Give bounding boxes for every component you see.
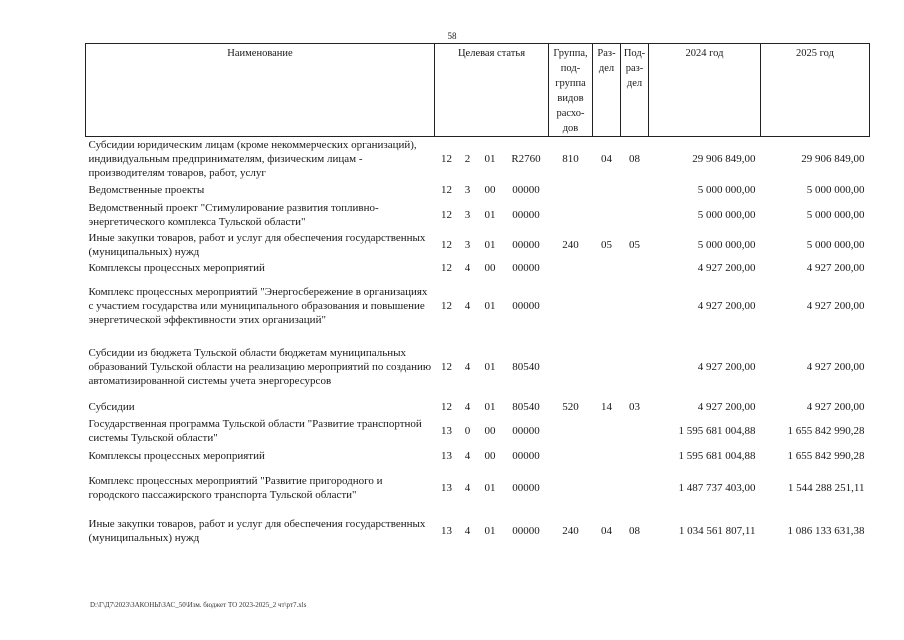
subsection [621,446,649,466]
expense-group [549,336,593,398]
target-event: 01 [484,239,496,251]
section: 04 [601,525,612,537]
table-row [86,336,870,398]
expense-group [549,260,593,276]
target-subprogram: 0 [464,425,471,437]
target-subprogram: 4 [464,300,471,312]
row-name: Комплекс процессных мероприятий "Развитие пригородного и городского пассажирского транспорта Тульской области" [88,474,383,501]
amount-2025: 5 000 000,00 [806,239,865,251]
target-subprogram: 4 [464,361,471,373]
table-row [86,276,870,336]
subsection: 08 [629,153,640,165]
section: 14 [601,401,612,413]
table-row [86,509,870,553]
amount-2024: 4 927 200,00 [697,361,756,373]
target-subprogram: 2 [464,153,471,165]
amount-2024: 5 000 000,00 [697,239,756,251]
target-event: 01 [484,361,496,373]
target-subprogram: 3 [464,184,471,196]
target-direction: R2760 [511,153,541,165]
amount-2025: 29 906 849,00 [801,153,865,165]
amount-2024: 1 595 681 004,88 [678,425,756,437]
expense-group [549,199,593,230]
subsection: 03 [629,401,640,413]
target-program: 12 [441,239,452,251]
amount-2024: 1 034 561 807,11 [678,525,756,537]
amount-2025: 1 544 288 251,11 [787,481,865,494]
header-target-article: Целевая статья [435,44,549,137]
target-event: 01 [484,153,496,165]
expense-group [549,466,593,509]
table-row [86,137,870,182]
target-subprogram: 4 [464,481,471,494]
subsection: 05 [629,239,640,251]
section [593,260,621,276]
amount-2024: 29 906 849,00 [692,153,756,165]
table-row [86,199,870,230]
target-event: 00 [484,450,496,462]
row-name: Государственная программа Тульской области "Развитие транспортной системы Тульской области" [88,418,422,444]
subsection [621,416,649,446]
expense-group [549,416,593,446]
section [593,416,621,446]
section [593,181,621,199]
target-program: 12 [441,300,452,312]
amount-2024: 4 927 200,00 [697,262,756,274]
row-name: Комплексы процессных мероприятий [88,450,265,462]
header-expense-group: Группа, под-группа видов расхо-дов [549,44,593,137]
table-row [86,446,870,466]
target-program: 12 [441,208,452,221]
target-subprogram: 4 [464,401,471,413]
target-direction: 00000 [512,184,540,196]
header-2024: 2024 год [649,44,761,137]
table-row [86,398,870,416]
target-program: 12 [441,401,452,413]
expense-group: 520 [562,401,579,413]
row-name: Субсидии [88,401,135,413]
amount-2025: 5 000 000,00 [806,184,865,196]
target-subprogram: 4 [464,525,471,537]
target-subprogram: 4 [464,450,471,462]
header-name: Наименование [86,44,435,137]
expense-group: 810 [562,153,579,165]
amount-2024: 1 595 681 004,88 [678,450,756,462]
target-program: 12 [441,361,452,373]
subsection [621,199,649,230]
target-program: 12 [441,184,452,196]
target-subprogram: 4 [464,262,471,274]
table-header-row [86,44,870,137]
target-direction: 80540 [512,401,540,413]
target-program: 12 [441,153,452,165]
amount-2024: 5 000 000,00 [697,208,756,221]
table-row [86,466,870,509]
row-name: Комплекс процессных мероприятий "Энергосбережение в организациях с участием государства или муниципального образования и повышение энергетической эффективности этих организаций" [88,286,428,326]
expense-group [549,446,593,466]
target-program: 13 [441,525,452,537]
row-name: Ведомственные проекты [88,184,205,196]
section [593,199,621,230]
amount-2025: 4 927 200,00 [806,361,865,373]
amount-2024: 4 927 200,00 [697,300,756,312]
section: 04 [601,153,612,165]
target-event: 01 [484,300,496,312]
section [593,276,621,336]
row-name: Субсидии из бюджета Тульской области бюджетам муниципальных образований Тульской области на реализацию мероприятий по созданию автоматизированной системы учета энергоресурсов [88,347,432,387]
row-name: Комплексы процессных мероприятий [88,262,265,274]
header-subsection: Под-раз-дел [621,44,649,137]
amount-2025: 1 655 842 990,28 [787,450,865,462]
subsection [621,181,649,199]
amount-2024: 4 927 200,00 [697,401,756,413]
amount-2025: 1 655 842 990,28 [787,425,865,437]
target-event: 00 [484,425,496,437]
section: 05 [601,239,612,251]
amount-2025: 4 927 200,00 [806,300,865,312]
row-name: Субсидии юридическим лицам (кроме некоммерческих организаций), индивидуальным предпринимателям, физическим лицам - производителям товаров, работ, услуг [88,139,417,179]
amount-2025: 5 000 000,00 [806,208,865,221]
target-direction: 00000 [512,425,540,437]
row-name: Иные закупки товаров, работ и услуг для обеспечения государственных (муниципальных) нужд [88,232,426,258]
file-path-footer: D:\Г\Д7\2023\ЗАКОНЫ\ЗАС_50\Изм. бюджет ТО 2023-2025_2 чт\рт7.xls [90,601,307,609]
target-direction: 00000 [512,208,540,221]
amount-2025: 4 927 200,00 [806,262,865,274]
target-direction: 00000 [512,262,540,274]
target-program: 13 [441,481,452,494]
expense-group [549,276,593,336]
target-event: 01 [484,481,496,494]
amount-2024: 1 487 737 403,00 [678,481,756,494]
target-direction: 00000 [512,300,540,312]
target-event: 01 [484,208,496,221]
target-program: 13 [441,425,452,437]
section [593,336,621,398]
target-direction: 00000 [512,525,540,537]
target-direction: 00000 [512,239,540,251]
subsection: 08 [629,525,640,537]
expense-group: 240 [562,239,579,251]
target-direction: 80540 [512,361,540,373]
section [593,446,621,466]
section [593,466,621,509]
target-subprogram: 3 [464,208,471,221]
expense-group: 240 [562,525,579,537]
subsection [621,466,649,509]
budget-table [85,43,870,553]
target-program: 13 [441,450,452,462]
target-subprogram: 3 [464,239,471,251]
row-name: Иные закупки товаров, работ и услуг для обеспечения государственных (муниципальных) нужд [88,518,426,544]
target-event: 01 [484,401,496,413]
amount-2024: 5 000 000,00 [697,184,756,196]
header-section: Раз-дел [593,44,621,137]
target-event: 00 [484,184,496,196]
page-number: 58 [447,31,457,41]
target-event: 01 [484,525,496,537]
subsection [621,260,649,276]
row-name: Ведомственный проект "Стимулирование развития топливно-энергетического комплекса Тульской области" [88,201,379,228]
amount-2025: 1 086 133 631,38 [787,525,865,537]
table-row [86,416,870,446]
table-row [86,181,870,199]
amount-2025: 4 927 200,00 [806,401,865,413]
header-2025: 2025 год [761,44,870,137]
table-row [86,230,870,260]
expense-group [549,181,593,199]
table-row [86,260,870,276]
target-direction: 00000 [512,481,540,494]
target-program: 12 [441,262,452,274]
target-direction: 00000 [512,450,540,462]
subsection [621,336,649,398]
subsection [621,276,649,336]
target-event: 00 [484,262,496,274]
